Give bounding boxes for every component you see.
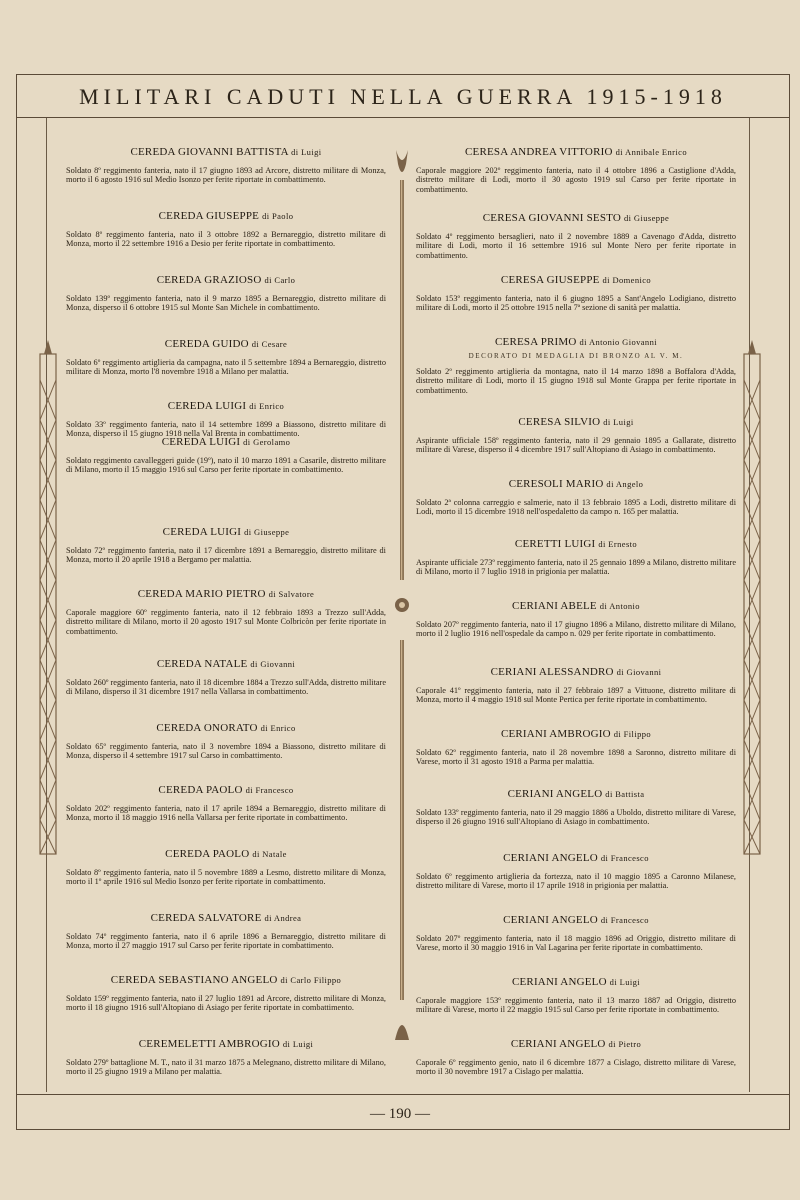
list-item — [66, 274, 386, 313]
soldier-parent: di Carlo — [264, 275, 296, 285]
soldier-record: Soldato 279º battaglione M. T., nato il 31 marzo 1875 a Melegnano, distretto militare di Milano, morto il 25 giugno 1919 a Milano per malattia. — [66, 1058, 386, 1077]
list-item — [66, 1038, 386, 1077]
soldier-name: CEREDA SEBASTIANO ANGELO — [110, 974, 278, 986]
list-item — [66, 400, 386, 439]
soldier-record: Caporale 41º reggimento fanteria, nato il 27 febbraio 1897 a Vittuone, distretto militare di Monza, morto il 4 maggio 1918 sul Monte Pertica per ferite riportate in combattimento. — [416, 686, 736, 705]
soldier-record: Soldato 6º reggimento artiglieria da fortezza, nato il 10 maggio 1895 a Caronno Milanese, distretto militare di Varese, morto il 17 aprile 1918 in prigionia per malattia. — [416, 872, 736, 891]
soldier-parent: di Cesare — [251, 339, 288, 349]
soldier-parent: di Andrea — [264, 913, 302, 923]
soldier-parent: di Enrico — [249, 401, 285, 411]
soldier-record: Soldato 260º reggimento fanteria, nato il 18 dicembre 1884 a Trezzo sull'Adda, distretto militare di Milano, disperso il 31 dicembre 1917 nella Vallarsa in combattimento. — [66, 678, 386, 697]
soldier-parent: di Antonio Giovanni — [579, 337, 657, 347]
soldier-parent: di Luigi — [282, 1039, 314, 1049]
soldier-name: CEREDA PAOLO — [165, 848, 250, 860]
soldier-name: CERIANI ANGELO — [507, 788, 603, 800]
soldier-name: CERIANI ALESSANDRO — [490, 666, 614, 678]
soldier-parent: di Luigi — [603, 417, 634, 427]
soldier-record: Soldato 65º reggimento fanteria, nato il 3 novembre 1894 a Biassono, distretto militare di Monza, disperso il 4 settembre 1917 sul Carso in combattimento. — [66, 742, 386, 761]
soldier-parent: di Giovanni — [250, 659, 296, 669]
soldier-record: Soldato 2º reggimento artiglieria da montagna, nato il 14 marzo 1898 a Boffalora d'Adda, distretto militare di Lodi, morto il 15 giugno 1918 sul Monte Grappa per ferite riportate in combattimento. — [416, 367, 736, 395]
soldier-parent: di Pietro — [608, 1039, 642, 1049]
center-column-ornament — [394, 150, 410, 1040]
list-item — [416, 416, 736, 455]
soldier-record: Soldato 8º reggimento fanteria, nato il 5 novembre 1889 a Lesmo, distretto militare di Monza, morto il 1º aprile 1916 sul Medio Isonzo per ferite riportate in combattimento. — [66, 868, 386, 887]
soldier-parent: di Giuseppe — [244, 527, 290, 537]
list-item — [66, 658, 386, 697]
list-item — [416, 976, 736, 1015]
list-item — [416, 914, 736, 953]
soldier-record: Soldato 139º reggimento fanteria, nato il 9 marzo 1895 a Bernareggio, distretto militare di Monza, disperso il 6 ottobre 1915 sul Monte San Michele in combattimento. — [66, 294, 386, 313]
soldier-name: CEREDA PAOLO — [158, 784, 243, 796]
list-item — [416, 212, 736, 260]
soldier-parent: di Antonio — [599, 601, 640, 611]
soldier-record: Caporale maggiore 202º reggimento fanteria, nato il 4 ottobre 1896 a Castiglione d'Adda, distretto militare di Lodi, morto il 30 agosto 1919 sul Carso per ferite riportate in combattimento. — [416, 166, 736, 194]
medal-decoration: DECORATO DI MEDAGLIA DI BRONZO AL V. M. — [468, 352, 684, 360]
soldier-record: Soldato 159º reggimento fanteria, nato il 27 luglio 1891 ad Arcore, distretto militare di Monza, morto il 18 giugno 1916 sull'Altopiano di Asiago per ferite riportate in combattimento. — [66, 994, 386, 1013]
soldier-parent: di Carlo Filippo — [280, 975, 342, 985]
soldier-name: CERESA GIUSEPPE — [500, 274, 600, 286]
soldier-name: CERESA SILVIO — [518, 416, 601, 428]
soldier-record: Soldato reggimento cavalleggeri guide (19º), nato il 10 marzo 1891 a Casarile, distretto militare di Milano, morto il 15 maggio 1916 sul Carso per ferite riportate in combattimento. — [66, 456, 386, 475]
soldier-record: Soldato 72º reggimento fanteria, nato il 17 dicembre 1891 a Bernareggio, distretto militare di Monza, morto il 20 aprile 1918 a Bergamo per malattia. — [66, 546, 386, 565]
soldier-record: Soldato 4º reggimento bersaglieri, nato il 2 novembre 1889 a Cavenago d'Adda, distretto militare di Lodi, morto il 16 settembre 1916 sul Monte Nero per ferite riportate in combattimento. — [416, 232, 736, 260]
soldier-parent: di Francesco — [245, 785, 294, 795]
list-item — [416, 538, 736, 577]
soldier-parent: di Francesco — [600, 915, 649, 925]
soldier-name: CERIANI ANGELO — [503, 852, 598, 864]
soldier-name: CERIANI ABELE — [512, 600, 597, 612]
soldier-parent: di Ernesto — [598, 539, 638, 549]
soldier-parent: di Annibale Enrico — [615, 147, 687, 157]
soldier-name: CEREMELETTI AMBROGIO — [138, 1038, 280, 1050]
soldier-parent: di Francesco — [600, 853, 649, 863]
list-item — [66, 848, 386, 887]
list-item — [66, 146, 386, 185]
soldier-name: CEREDA NATALE — [156, 658, 248, 670]
soldier-name: CEREDA GRAZIOSO — [156, 274, 262, 286]
soldier-record: Caporale 6º reggimento genio, nato il 6 dicembre 1877 a Cislago, distretto militare di Varese, morto il 30 novembre 1917 a Cislago per malattia. — [416, 1058, 736, 1077]
list-item — [66, 526, 386, 565]
list-item — [416, 478, 736, 517]
soldier-name: CERIANI ANGELO — [510, 1038, 606, 1050]
soldier-parent: di Gerolamo — [243, 437, 291, 447]
soldier-record: Caporale maggiore 153º reggimento fanteria, nato il 13 marzo 1887 ad Origgio, distretto militare di Varese, morto il 22 maggio 1915 sul Carso per ferite riportate in combattimento. — [416, 996, 736, 1015]
soldier-name: CERIANI ANGELO — [511, 976, 607, 988]
soldier-parent: di Luigi — [291, 147, 322, 157]
soldier-parent: di Giuseppe — [623, 213, 670, 223]
soldier-name: CERIANI ANGELO — [503, 914, 598, 926]
soldier-record: Soldato 74º reggimento fanteria, nato il 6 aprile 1896 a Bernareggio, distretto militare di Monza, morto il 27 maggio 1917 sul Carso per ferite riportate in combattimento. — [66, 932, 386, 951]
soldier-parent: di Filippo — [613, 729, 652, 739]
list-item — [416, 1038, 736, 1077]
soldier-parent: di Giovanni — [616, 667, 662, 677]
list-item — [416, 336, 736, 395]
soldier-name: CERESOLI MARIO — [508, 478, 604, 490]
soldier-record: Aspirante ufficiale 158º reggimento fanteria, nato il 29 gennaio 1895 a Gallarate, distretto militare di Varese, disperso il 4 dicembre 1917 sull'Altopiano di Asiago in combattimento. — [416, 436, 736, 455]
list-item — [66, 436, 386, 475]
soldier-record: Soldato 133º reggimento fanteria, nato il 29 maggio 1886 a Uboldo, distretto militare di Varese, disperso il 26 giugno 1916 sull'Altopiano di Asiago in combattimento. — [416, 808, 736, 827]
list-item — [66, 722, 386, 761]
soldier-name: CEREDA LUIGI — [161, 436, 241, 448]
soldier-record: Soldato 207º reggimento fanteria, nato il 18 maggio 1896 ad Origgio, distretto militare di Varese, morto il 30 maggio 1916 in Val Lagarina per ferite riportate in combattimento. — [416, 934, 736, 953]
soldier-name: CEREDA GIUSEPPE — [158, 210, 260, 222]
soldier-record: Caporale maggiore 60º reggimento fanteria, nato il 12 febbraio 1893 a Trezzo sull'Adda, distretto militare di Milano, morto il 20 agosto 1917 sul Monte Colbricòn per ferite riportate in combattimento. — [66, 608, 386, 636]
soldier-name: CERESA ANDREA VITTORIO — [465, 146, 613, 158]
soldier-name: CEREDA LUIGI — [162, 526, 242, 538]
list-item — [66, 210, 386, 249]
page-title: MILITARI CADUTI NELLA GUERRA 1915-1918 — [79, 84, 727, 109]
right-border-ornament — [740, 340, 764, 870]
soldier-record: Soldato 207º reggimento fanteria, nato il 17 giugno 1896 a Milano, distretto militare di Milano, morto il 2 luglio 1916 nell'ospedale da campo n. 029 per ferite riportate in combattimento. — [416, 620, 736, 639]
soldier-record: Soldato 6º reggimento artiglieria da campagna, nato il 5 settembre 1894 a Bernareggio, distretto militare di Monza, morto l'8 novembre 1918 a Milano per malattia. — [66, 358, 386, 377]
soldier-record: Aspirante ufficiale 273º reggimento fanteria, nato il 25 gennaio 1899 a Milano, distretto militare di Milano, morto il 7 luglio 1918 in prigionia per malattia. — [416, 558, 736, 577]
list-item — [66, 338, 386, 377]
soldier-parent: di Paolo — [262, 211, 294, 221]
soldier-name: CERETTI LUIGI — [514, 538, 596, 550]
soldier-record: Soldato 8º reggimento fanteria, nato il 17 giugno 1893 ad Arcore, distretto militare di Monza, morto il 6 agosto 1916 sul Medio Isonzo per ferite riportate in combattimento. — [66, 166, 386, 185]
soldier-name: CERIANI AMBROGIO — [500, 728, 611, 740]
page-number: — 190 — — [370, 1106, 430, 1122]
soldier-record: Soldato 2ª colonna carreggio e salmerie, nato il 13 febbraio 1895 a Lodi, distretto militare di Lodi, morto il 15 dicembre 1918 nell'ospedaletto da campo n. 165 per malattia. — [416, 498, 736, 517]
soldier-parent: di Angelo — [606, 479, 644, 489]
soldier-name: CEREDA GIOVANNI BATTISTA — [130, 146, 289, 158]
soldier-record: Soldato 153º reggimento fanteria, nato il 6 giugno 1895 a Sant'Angelo Lodigiano, distretto militare di Lodi, morto il 25 ottobre 1915 nella 7ª sezione di sanità per malattia. — [416, 294, 736, 313]
soldier-name: CERESA PRIMO — [494, 336, 577, 348]
list-item — [416, 600, 736, 639]
soldier-name: CEREDA LUIGI — [167, 400, 247, 412]
list-item — [416, 146, 736, 194]
soldier-name: CEREDA MARIO PIETRO — [137, 588, 266, 600]
list-item — [416, 728, 736, 767]
soldier-parent: di Luigi — [609, 977, 641, 987]
soldier-parent: di Domenico — [602, 275, 652, 285]
soldier-parent: di Battista — [605, 789, 645, 799]
soldier-record: Soldato 8º reggimento fanteria, nato il 3 ottobre 1892 a Bernareggio, distretto militare di Monza, morto il 22 settembre 1916 a Desio per ferite riportate in combattimento. — [66, 230, 386, 249]
list-item — [416, 852, 736, 891]
soldier-parent: di Salvatore — [268, 589, 315, 599]
list-item — [66, 784, 386, 823]
soldier-name: CEREDA ONORATO — [156, 722, 258, 734]
soldier-parent: di Enrico — [260, 723, 296, 733]
list-item — [66, 588, 386, 636]
footer-rule — [16, 1094, 790, 1095]
soldier-record: Soldato 202º reggimento fanteria, nato il 17 aprile 1894 a Bernareggio, distretto militare di Monza, morto il 18 maggio 1916 nella Vallarsa per ferite riportate in combattimento. — [66, 804, 386, 823]
soldier-record: Soldato 62º reggimento fanteria, nato il 28 novembre 1898 a Saronno, distretto militare di Varese, morto il 31 agosto 1918 a Parma per malattia. — [416, 748, 736, 767]
left-border-ornament — [36, 340, 60, 870]
soldier-name: CERESA GIOVANNI SESTO — [482, 212, 622, 224]
soldier-name: CEREDA GUIDO — [164, 338, 249, 350]
soldier-parent: di Natale — [252, 849, 287, 859]
list-item — [416, 788, 736, 827]
soldier-record: Soldato 33º reggimento fanteria, nato il 14 settembre 1899 a Biassono, distretto militare di Monza, disperso il 15 giugno 1918 nella Val Brenta in combattimento. — [66, 420, 386, 439]
list-item — [416, 274, 736, 313]
soldier-name: CEREDA SALVATORE — [150, 912, 262, 924]
list-item — [66, 974, 386, 1013]
list-item — [416, 666, 736, 705]
list-item — [66, 912, 386, 951]
